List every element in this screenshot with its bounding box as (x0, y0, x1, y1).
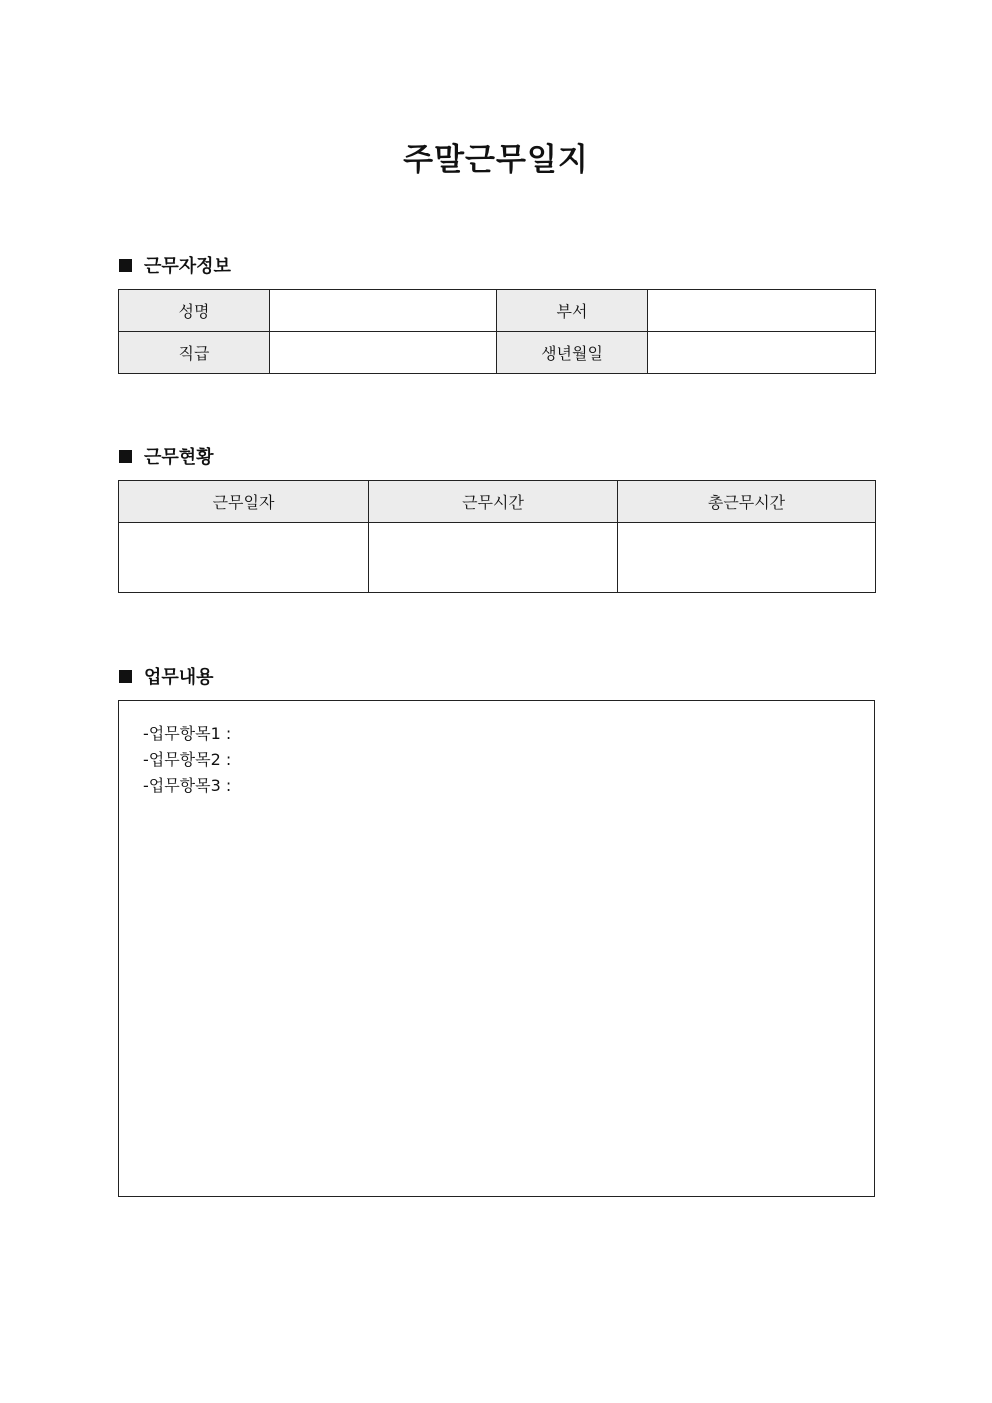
list-item: -업무항목3 : (143, 776, 232, 795)
work-status-table (118, 480, 876, 593)
department-field[interactable] (648, 290, 876, 332)
name-label: 성명 (119, 290, 270, 332)
section-heading-worker-info (119, 253, 231, 277)
department-label: 부서 (497, 290, 648, 332)
table-header-row (119, 481, 876, 523)
work-hours-header: 근무시간 (369, 481, 618, 523)
position-field[interactable] (270, 332, 497, 374)
section-title: 근무현황 (144, 447, 214, 468)
square-bullet-icon (119, 259, 132, 272)
name-field[interactable] (270, 290, 497, 332)
square-bullet-icon (119, 450, 132, 463)
table-row (119, 290, 876, 332)
total-hours-header: 총근무시간 (618, 481, 876, 523)
position-label: 직급 (119, 332, 270, 374)
section-heading-work-content (119, 664, 214, 688)
page-title: 주말근무일지 (403, 142, 589, 178)
table-row (119, 332, 876, 374)
birthdate-field[interactable] (648, 332, 876, 374)
table-row (119, 523, 876, 593)
square-bullet-icon (119, 670, 132, 683)
work-hours-field[interactable] (369, 523, 618, 593)
work-content-box[interactable] (118, 700, 875, 1197)
list-item: -업무항목2 : (143, 750, 232, 769)
section-title: 근무자정보 (144, 256, 231, 277)
birthdate-label: 생년월일 (497, 332, 648, 374)
work-date-header: 근무일자 (119, 481, 369, 523)
list-item: -업무항목1 : (143, 724, 232, 743)
section-title: 업무내용 (144, 667, 214, 688)
task-list (143, 721, 231, 799)
worker-info-table (118, 289, 876, 374)
total-hours-field[interactable] (618, 523, 876, 593)
section-heading-work-status (119, 444, 214, 468)
work-date-field[interactable] (119, 523, 369, 593)
